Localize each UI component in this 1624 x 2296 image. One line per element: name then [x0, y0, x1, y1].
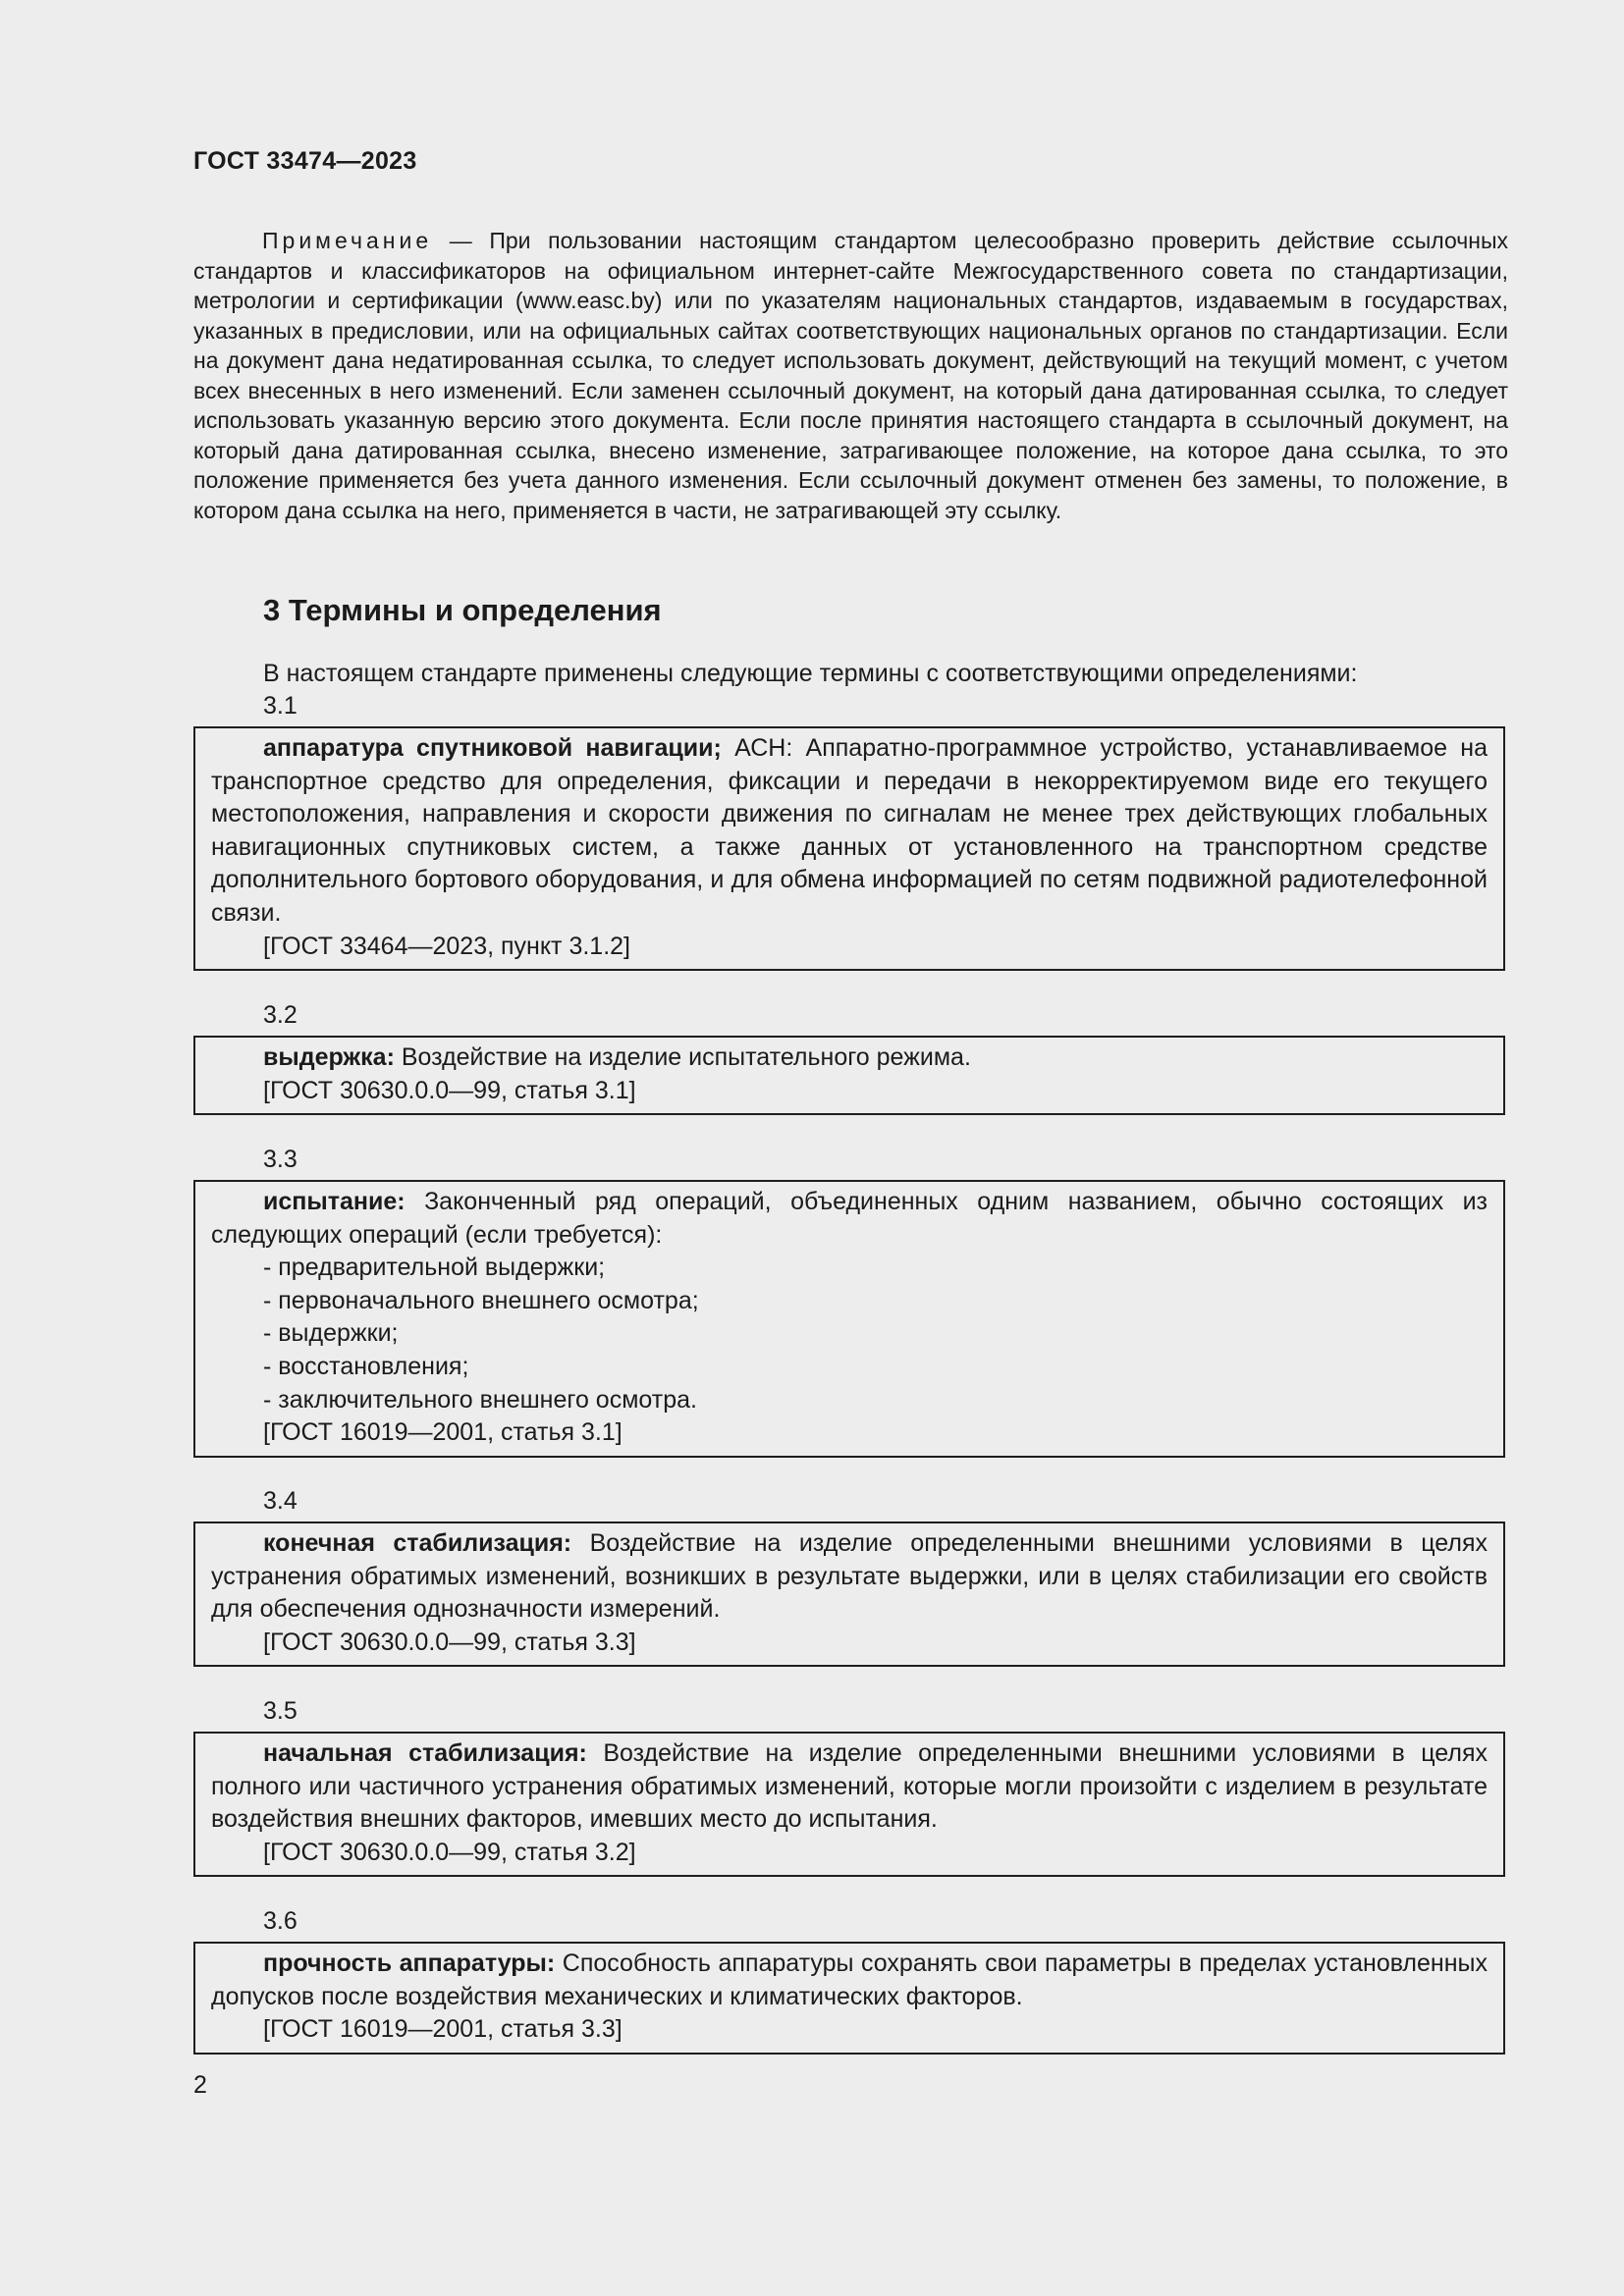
term-number: 3.4 — [263, 1487, 298, 1515]
document-header: ГОСТ 33474—2023 — [193, 147, 417, 175]
term-entry — [193, 1522, 1505, 1667]
term-definition-text: АСН: Аппаратно-программное устройство, устанавливаемое на транспортное средство для определения, фиксации и передачи в некорректируемом виде его текущего местоположения, направления и скорости движения по сигналам не менее трех действующих глобальных навигационных спутниковых систем, а также данных от установленного на транспортном средстве дополнительного бортового оборудования, и для обмена информацией по сетям подвижной радиотелефонной связи. — [211, 734, 1488, 927]
section-title: 3 Термины и определения — [263, 593, 662, 627]
term-definition-text: Воздействие на изделие определенными внешними условиями в целях устранения обратимых изменений, возникших в результате выдержки, или в целях стабилизации его свойств для обеспечения однозначности измерений. — [211, 1529, 1489, 1624]
term-source: [ГОСТ 16019—2001, статья 3.3] — [263, 2015, 623, 2044]
term-definition-text: Законченный ряд операций, объединенных одним названием, обычно состоящих из следующих операций (если требуется): — [211, 1188, 1488, 1249]
term-name: аппаратура спутниковой навигации; — [263, 734, 722, 762]
note-text: — При пользовании настоящим стандартом целесообразно проверить действие ссылочных стандартов и классификаторов на официальном интернет-сайте Межгосударственного совета по стандартизации, метрологии и сертификации (www.easc.by) или по указателям национальных стандартов, издаваемым в государствах, указанных в предисловии, или на официальных сайтах соответствующих национальных органов по стандартизации. Если на документ дана недатированная ссылка, то следует использовать документ, действующий на текущий момент, с учетом всех внесенных в него изменений. Если заменен ссылочный документ, на который дана датированная ссылка, то следует использовать указанную версию этого документа. Если после принятия настоящего стандарта в ссылочный документ, на который дана датированная ссылка, внесено изменение, затрагивающее положение, на которое дана ссылка, то это положение применяется без учета данного изменения. Если ссылочный документ отменен без замены, то положение, в котором дана ссылка на него, применяется в части, не затрагивающей эту ссылку. — [193, 228, 1508, 523]
term-number: 3.5 — [263, 1697, 298, 1725]
term-entry — [193, 726, 1505, 971]
term-name: выдержка: — [263, 1043, 395, 1071]
term-source: [ГОСТ 30630.0.0—99, статья 3.1] — [263, 1076, 636, 1104]
section-intro: В настоящем стандарте применены следующие термины с соответствующими определениями: — [263, 660, 1358, 687]
term-definition — [211, 1186, 1488, 1252]
list-item: - восстановления; — [263, 1352, 469, 1380]
term-definition-text: Способность аппаратуры сохранять свои параметры в пределах установленных допусков после воздействия механических и климатических факторов. — [211, 1949, 1488, 2010]
term-definition — [211, 1737, 1488, 1837]
term-definition-text: Воздействие на изделие испытательного режима. — [394, 1043, 971, 1071]
term-name: конечная стабилизация: — [263, 1529, 572, 1557]
list-item: - первоначального внешнего осмотра; — [263, 1286, 699, 1314]
note-label: Примечание — [262, 228, 433, 253]
list-item: - выдержки; — [263, 1319, 399, 1348]
term-name: испытание: — [263, 1188, 406, 1215]
term-source: [ГОСТ 30630.0.0—99, статья 3.3] — [263, 1628, 636, 1656]
term-number: 3.3 — [263, 1146, 298, 1173]
term-name: прочность аппаратуры: — [263, 1949, 556, 1977]
term-definition — [211, 1948, 1488, 2013]
reference-note — [193, 226, 1508, 525]
term-source: [ГОСТ 16019—2001, статья 3.1] — [263, 1418, 623, 1447]
term-number: 3.1 — [263, 692, 298, 720]
list-item: - предварительной выдержки; — [263, 1254, 606, 1282]
term-definition-text: Воздействие на изделие определенными внешними условиями в целях полного или частичного устранения обратимых изменений, которые могли произойти с изделием в результате воздействия внешних факторов, имевших место до испытания. — [211, 1739, 1488, 1834]
term-number: 3.6 — [263, 1907, 298, 1935]
page-number: 2 — [193, 2071, 207, 2099]
term-entry — [193, 1942, 1505, 2055]
term-entry — [193, 1036, 1505, 1115]
term-entry — [193, 1732, 1505, 1877]
term-number: 3.2 — [263, 1001, 298, 1029]
term-definition — [211, 732, 1488, 931]
term-source: [ГОСТ 33464—2023, пункт 3.1.2] — [263, 932, 630, 960]
term-definition — [211, 1041, 1488, 1075]
list-item: - заключительного внешнего осмотра. — [263, 1385, 697, 1414]
term-source: [ГОСТ 30630.0.0—99, статья 3.2] — [263, 1838, 636, 1866]
term-name: начальная стабилизация: — [263, 1739, 587, 1767]
term-definition — [211, 1527, 1488, 1627]
term-entry — [193, 1180, 1505, 1458]
